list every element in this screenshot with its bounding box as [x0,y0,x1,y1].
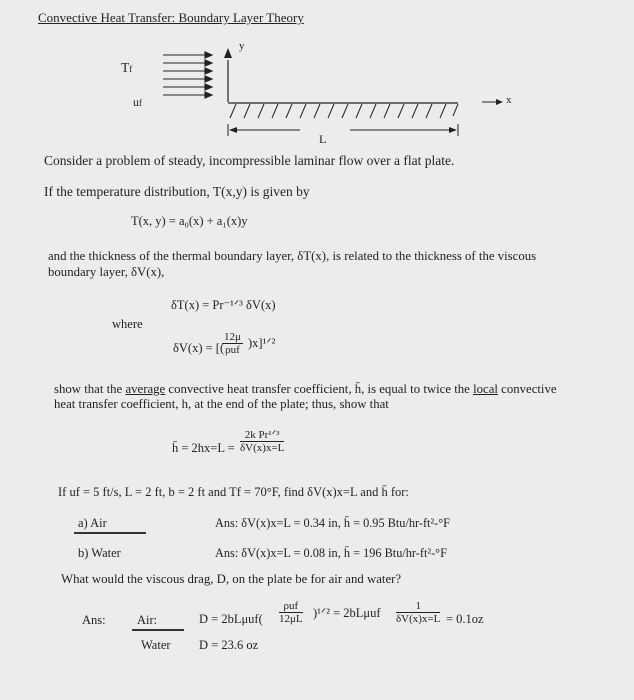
case-a-answer: Ans: δV(x)x=L = 0.34 in, h̄ = 0.95 Btu/hr-ft²-°F [215,516,450,530]
fraction-denominator: 12μL [279,613,303,625]
drag-air-left: D = 2bLμuf( [199,612,263,626]
label-u-f: uf [133,95,142,109]
drag-question: What would the viscous drag, D, on the plate be for air and water? [61,572,402,586]
air-label: Air: [137,613,158,627]
equation-delta-v-fraction [222,331,243,356]
temperature-intro: If the temperature distribution, T(x,y) is given by [44,184,310,199]
equation-hbar-fraction [240,428,284,454]
air-underline [132,629,184,631]
equation-delta-v-right: )x]¹ᐟ² [248,336,276,350]
page-title: Convective Heat Transfer: Boundary Layer Theory [38,10,304,25]
dim-left-arrowhead [229,127,237,133]
drag-air-middle: )¹ᐟ² = 2bLμuf [313,606,381,620]
flat-plate-diagram [0,0,634,160]
drag-air-result: = 0.1oz [446,612,484,626]
given-values: If uf = 5 ft/s, L = 2 ft, b = 2 ft and Tf = 70°F, find δV(x)x=L and h̄ for: [58,485,409,499]
fraction-denominator: δV(x)x=L [240,442,285,454]
case-b-label: b) Water [78,546,121,560]
case-b-answer: Ans: δV(x)x=L = 0.08 in, h̄ = 196 Btu/hr-ft²-°F [215,546,447,560]
x-axis-arrowhead [496,99,503,105]
flow-arrows [163,52,212,98]
equation-temperature: T(x, y) = a₀(x) + a₁(x)y [131,214,248,228]
answer-label: Ans: [82,613,106,627]
fraction-denominator: δV(x)x=L [396,613,441,625]
thickness-text-line2: boundary layer, δV(x), [48,265,165,279]
equation-hbar-left: h̄ = 2hx=L = [172,441,235,455]
case-a-underline [74,532,146,534]
drag-air-fraction-1 [279,600,303,625]
label-t-f: Tf [121,60,133,75]
label-x-axis: x [506,94,512,106]
equation-delta-v-left: δV(x) = [( [173,341,225,355]
fraction-numerator: 1 [396,600,440,613]
fraction-numerator: ρuf [279,600,303,613]
dim-right-arrowhead [449,127,457,133]
show-text-line1: show that the average convective heat transfer coefficient, h̄, is equal to twice the local convective [54,382,557,396]
equation-delta-t: δT(x) = Pr⁻¹ᐟ³ δV(x) [171,298,276,312]
label-length: L [319,132,327,146]
drag-air-fraction-2 [396,600,440,625]
fraction-numerator: 2k Pr¹ᐟ³ [240,428,284,442]
drag-water-result: D = 23.6 oz [199,638,259,652]
fraction-denominator: ρuf [225,344,240,356]
case-a-label: a) Air [78,516,107,530]
plate-hatching [230,104,458,118]
water-label: Water [141,638,171,652]
show-text-line2: heat transfer coefficient, h, at the end of the plate; thus, show that [54,397,389,411]
where-label: where [112,317,143,331]
fraction-numerator: 12μ [224,331,241,343]
y-axis-arrowhead [224,48,232,58]
intro-text: Consider a problem of steady, incompressible laminar flow over a flat plate. [44,153,455,168]
thickness-text-line1: and the thickness of the thermal boundary layer, δT(x), is related to the thickness of the viscous [48,249,537,263]
label-y-axis: y [239,40,245,52]
